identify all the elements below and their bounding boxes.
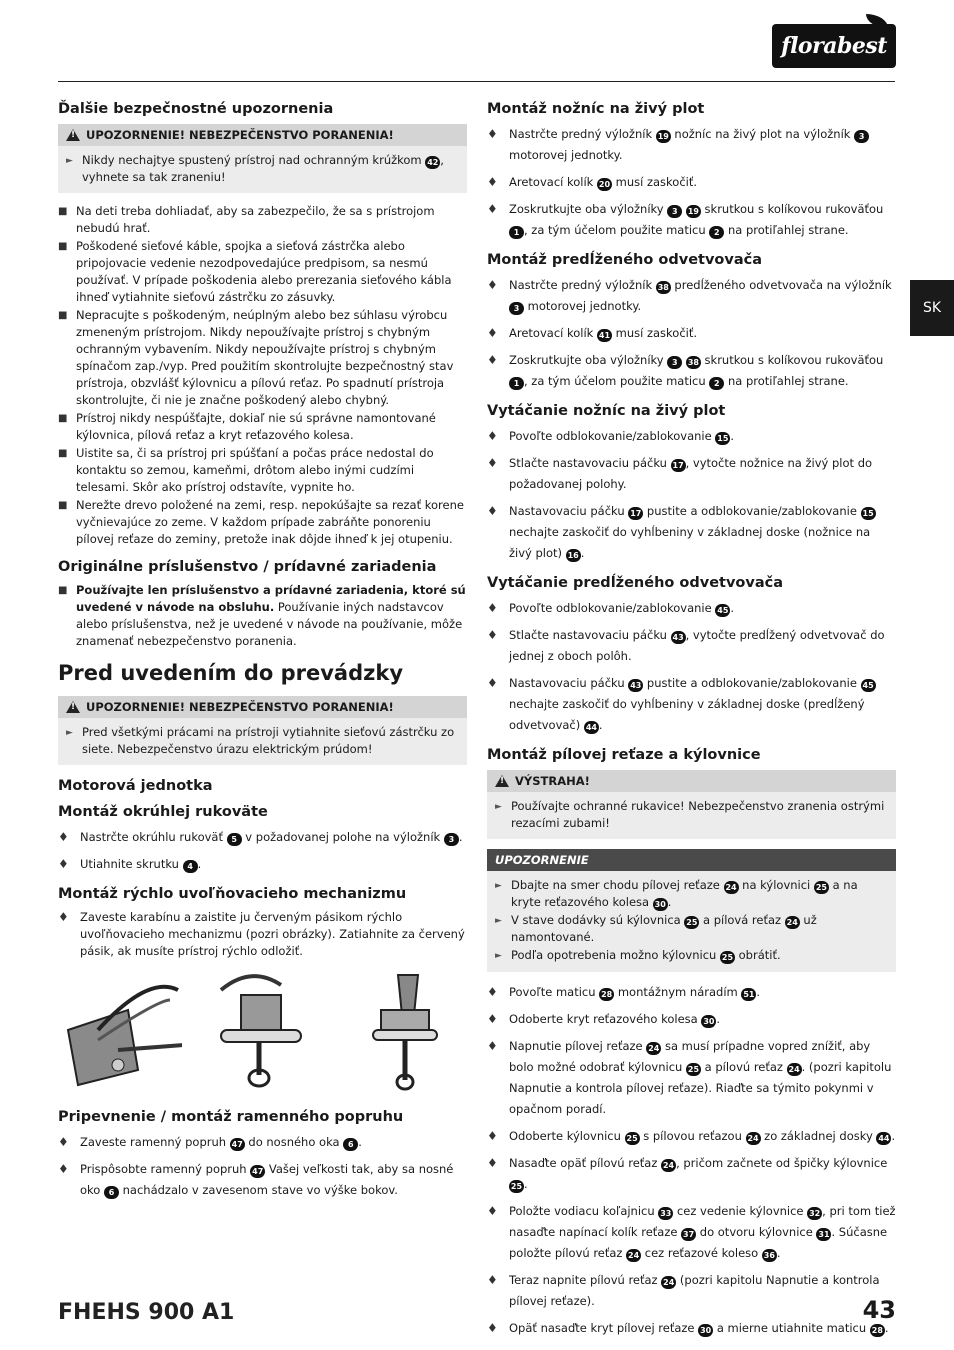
list-item: ♦ Nasaďte opäť pílovú reťaz 24 , pričom začnete od špičky kýlovnice 25 .: [487, 1153, 896, 1195]
list-item: ■ Nerežte drevo položené na zemi, resp. nepokúšajte sa rezať korene vyčnievajúce zo zeme. V každom prípade zabráňte ponoreniu pílovej reťaze do zeminy, pretože inak dôjde ihneď k jej otupeniu.: [58, 498, 464, 546]
chain-steps-list: [487, 982, 896, 1339]
list-item: ♦ Odoberte kryt reťazového kolesa 30 .: [487, 1009, 896, 1030]
warning-body: [58, 146, 467, 193]
list-item: ♦ Nastrčte predný výložník 19 nožníc na živý plot na výložník 3 motorovej jednotky.: [487, 124, 896, 166]
safety-list: [58, 203, 467, 548]
list-item: ♦ Opäť nasaďte kryt pílovej reťaze 30 a mierne utiahnite maticu 28 .: [487, 1318, 896, 1339]
diamond-bullet-icon: ♦: [487, 1204, 498, 1218]
note-body: [487, 871, 896, 972]
diamond-bullet-icon: ♦: [58, 1162, 69, 1176]
warning-body: [58, 718, 467, 765]
list-item: ■ Na deti treba dohliadať, aby sa zabezpečilo, že sa s prístrojom nebudú hrať.: [58, 204, 435, 235]
diamond-bullet-icon: ♦: [487, 278, 498, 292]
header-rule: [58, 81, 895, 82]
section-title: Pripevnenie / montáž ramenného popruhu: [58, 1109, 404, 1125]
diamond-bullet-icon: ♦: [487, 1129, 498, 1143]
list-item: ♦ Povoľte odblokovanie/zablokovanie 15 .: [487, 426, 896, 447]
warning-header: ! UPOZORNENIE! NEBEZPEČENSTVO PORANENIA!: [58, 696, 467, 718]
pruner-rotate-list: [487, 598, 896, 736]
diamond-bullet-icon: ♦: [487, 1273, 498, 1287]
diamond-bullet-icon: ♦: [487, 1321, 498, 1335]
section-title: Vytáčanie predĺženého odvetvovača: [487, 575, 784, 591]
square-bullet-icon: ■: [58, 585, 68, 596]
caution-box: [487, 770, 896, 839]
section-title: Motorová jednotka: [58, 778, 213, 794]
page-number: 43: [862, 1296, 896, 1324]
section-title: Originálne príslušenstvo / prídavné zariadenia: [58, 559, 437, 575]
caution-body: [487, 792, 896, 839]
list-item: ♦ Položte vodiacu koľajnicu 33 cez vedenie kýlovnice 32 , pri tom tiež nasaďte napínací kolík reťaze 37 do otvoru kýlovnice 31 . Súčasne položte pílovú reťaz 24 cez reťazové koleso 36 .: [487, 1201, 896, 1264]
caution-header: ! VÝSTRAHA!: [487, 770, 896, 792]
right-column: [487, 100, 896, 1349]
arrow-icon: ►: [495, 802, 502, 812]
warning-triangle-icon: [66, 701, 80, 713]
arrow-icon: ►: [495, 916, 502, 926]
carabiner-illustration-3: [343, 970, 467, 1092]
diamond-bullet-icon: ♦: [487, 1012, 498, 1026]
diamond-bullet-icon: ♦: [58, 857, 69, 871]
list-item: ♦ Povoľte maticu 28 montážnym náradím 51 .: [487, 982, 896, 1003]
release-list: [58, 909, 467, 960]
leaf-icon: [866, 14, 888, 28]
list-item: ♦ Povoľte odblokovanie/zablokovanie 45 .: [487, 598, 896, 619]
square-bullet-icon: ■: [58, 500, 68, 511]
diamond-bullet-icon: ♦: [58, 1135, 69, 1149]
chapter-title: Pred uvedením do prevádzky: [58, 661, 404, 685]
list-item: ■ Nepracujte s poškodeným, neúplným alebo bez súhlasu výrobcu zmeneným prístrojom. Nikdy nepoužívajte prístroj s chybným ochranným vybavením. Nikdy nepoužívajte prístroj s chybným spínačom zap./vyp. Pred použitím skontrolujte bezpečnostný stav prístroja, obzvlášť kýlovnicu a pílovú reťaz. Po spadnutí prístroja skontrolujte, či nie je značne poškodený alebo chybný.: [58, 308, 454, 407]
list-item: ♦ Aretovací kolík 41 musí zaskočiť.: [487, 323, 896, 344]
list-item: ♦ Napnutie pílovej reťaze 24 sa musí prípadne vopred znížiť, aby bolo možné odobrať kýlovnicu 25 a pílovú reťaz 24 . (pozri kapitolu Napnutie a kontrola pílovej reťaze). Riaďte sa týmito pokynmi v opačnom poradí.: [487, 1036, 896, 1120]
list-item: ♦ Zaveste ramenný popruh 47 do nosného oka 6 .: [58, 1132, 467, 1153]
list-item: ♦ Stlačte nastavovaciu páčku 17 , vytočte nožnice na živý plot do požadovanej polohy.: [487, 453, 896, 495]
list-item: ■ Používajte len príslušenstvo a prídavné zariadenia, ktoré sú uvedené v návode na obsluhu. Používanie iných nadstavcov alebo príslušenstva, než je uvedené v návode na používanie, môže znamenať nebezpečenstvo poranenia.: [58, 583, 466, 648]
section-title: Vytáčanie nožníc na živý plot: [487, 403, 726, 419]
brand-name: florabest: [781, 33, 887, 59]
arrow-icon: ►: [66, 728, 73, 738]
language-tab: SK: [910, 280, 954, 336]
section-title: Ďalšie bezpečnostné upozornenia: [58, 101, 334, 117]
warning-triangle-icon: [66, 129, 80, 141]
note-item: ► Dbajte na smer chodu pílovej reťaze 24 na kýlovnici 25 a na kryte reťazového kolesa 30 .: [495, 878, 858, 909]
warning-header: ! UPOZORNENIE! NEBEZPEČENSTVO PORANENIA!: [58, 124, 467, 146]
square-bullet-icon: ■: [58, 241, 68, 252]
note-box: [487, 849, 896, 972]
diamond-bullet-icon: ♦: [487, 127, 498, 141]
ref-number: 42: [427, 158, 439, 167]
diamond-bullet-icon: ♦: [487, 456, 498, 470]
note-header: UPOZORNENIE: [487, 849, 896, 871]
accessories-list: [58, 582, 467, 650]
diamond-bullet-icon: ♦: [487, 353, 498, 367]
carabiner-illustration-2: [201, 970, 325, 1092]
handle-list: [58, 827, 467, 875]
list-item: ♦ Zoskrutkujte oba výložníky 3 19 skrutkou s kolíkovou rukoväťou 1 , za tým účelom použite maticu 2 na protiľahlej strane.: [487, 199, 896, 241]
diamond-bullet-icon: ♦: [487, 1039, 498, 1053]
arrow-icon: ►: [495, 881, 502, 891]
list-item: ♦ Utiahnite skrutku 4 .: [58, 854, 467, 875]
list-item: ■ Uistite sa, či sa prístroj pri spúšťaní a počas práce nedostal do kontaktu so zemou, kameňmi, drôtom alebo inými cudzími telesami. Skôr ako prístroj odstavíte, vypnite ho.: [58, 446, 434, 494]
list-item: ♦ Odoberte kýlovnicu 25 s pílovou reťazou 24 zo základnej dosky 44 .: [487, 1126, 896, 1147]
square-bullet-icon: ■: [58, 413, 68, 424]
warning-item: ► Používajte ochranné rukavice! Nebezpečenstvo zranenia ostrými rezacími zubami!: [495, 799, 885, 830]
warning-item: ► Nikdy nechajtye spustený prístroj nad ochranným krúžkom 42 , vyhnete sa tak zraneniu!: [66, 153, 444, 184]
section-title: Montáž predĺženého odvetvovača: [487, 252, 762, 268]
square-bullet-icon: ■: [58, 448, 68, 459]
list-item: ♦ Nastrčte predný výložník 38 predĺženého odvetvovača na výložník 3 motorovej jednotky.: [487, 275, 896, 317]
list-item: ♦ Nastavovaciu páčku 17 pustite a odblokovanie/zablokovanie 15 nechajte zaskočiť do vyhĺbeniny v základnej doske (nožnice na živý plot) 16 .: [487, 501, 896, 564]
list-item: ♦ Teraz napnite pílovú reťaz 24 (pozri kapitolu Napnutie a kontrola pílovej reťaze).: [487, 1270, 896, 1312]
square-bullet-icon: ■: [58, 206, 68, 217]
diamond-bullet-icon: ♦: [487, 985, 498, 999]
hedge-mount-list: [487, 124, 896, 241]
note-item: ► V stave dodávky sú kýlovnica 25 a pílová reťaz 24 už namontované.: [495, 913, 817, 944]
hedge-rotate-list: [487, 426, 896, 564]
diamond-bullet-icon: ♦: [487, 1156, 498, 1170]
note-item: ► Podľa opotrebenia možno kýlovnicu 25 obrátiť.: [495, 947, 888, 965]
illustration-row: [58, 970, 467, 1092]
diamond-bullet-icon: ♦: [487, 175, 498, 189]
diamond-bullet-icon: ♦: [487, 628, 498, 642]
warning-box: [58, 124, 467, 193]
list-item: ■ Poškodené sieťové káble, spojka a sieťová zástrčka alebo pripojovacie vedenie nezodpovedajúce predpisom, sa nesmú používať. V prípade poškodenia alebo prerezania sieťového kábla ihneď vytiahnite sieťovú zástrčku zo zásuvky.: [58, 239, 452, 304]
list-item: ♦ Zoskrutkujte oba výložníky 3 38 skrutkou s kolíkovou rukoväťou 1 , za tým účelom použite maticu 2 na protiľahlej strane.: [487, 350, 896, 392]
carabiner-illustration-1: [58, 970, 182, 1092]
diamond-bullet-icon: ♦: [487, 202, 498, 216]
list-item: ♦ Stlačte nastavovaciu páčku 43 , vytočte predĺžený odvetvovač do jednej z oboch polôh.: [487, 625, 896, 667]
arrow-icon: ►: [495, 951, 502, 961]
square-bullet-icon: ■: [58, 310, 68, 321]
section-title: Montáž rýchlo uvoľňovacieho mechanizmu: [58, 886, 407, 902]
section-title: Montáž pílovej reťaze a kýlovnice: [487, 747, 761, 763]
diamond-bullet-icon: ♦: [58, 830, 69, 844]
brand-logo: [772, 24, 896, 68]
warning-triangle-icon: [495, 775, 509, 787]
diamond-bullet-icon: ♦: [487, 429, 498, 443]
section-title: Montáž okrúhlej rukoväte: [58, 804, 268, 820]
model-number: FHEHS 900 A1: [58, 1300, 235, 1325]
list-item: ♦ Nastrčte okrúhlu rukoväť 5 v požadovanej polohe na výložník 3 .: [58, 827, 467, 848]
list-item: ♦ Aretovací kolík 20 musí zaskočiť.: [487, 172, 896, 193]
diamond-bullet-icon: ♦: [58, 910, 69, 924]
diamond-bullet-icon: ♦: [487, 326, 498, 340]
diamond-bullet-icon: ♦: [487, 676, 498, 690]
list-item: ♦ Prispôsobte ramenný popruh 47 Vašej veľkosti tak, aby sa nosné oko 6 nachádzalo v zavesenom stave vo výške bokov.: [58, 1159, 467, 1201]
pruner-mount-list: [487, 275, 896, 392]
list-item: ♦ Nastavovaciu páčku 43 pustite a odblokovanie/zablokovanie 45 nechajte zaskočiť do vyhĺbeniny v základnej doske (predĺžený odvetvovač) 44 .: [487, 673, 896, 736]
left-column: [58, 100, 467, 1211]
warning-item: ► Pred všetkými prácami na prístroji vytiahnite sieťovú zástrčku zo siete. Nebezpečenstvo úrazu elektrickým prúdom!: [66, 725, 455, 756]
list-item: ■ Prístroj nikdy nespúšťajte, dokiaľ nie sú správne namontované kýlovnica, pílová reťaz a kryt reťazového kolesa.: [58, 411, 436, 442]
diamond-bullet-icon: ♦: [487, 601, 498, 615]
strap-list: [58, 1132, 467, 1201]
diamond-bullet-icon: ♦: [487, 504, 498, 518]
section-title: Montáž nožníc na živý plot: [487, 101, 705, 117]
arrow-icon: ►: [66, 156, 73, 166]
list-item: ♦ Zaveste karabínu a zaistite ju červeným pásikom rýchlo uvoľňovacieho mechanizmu (pozri obrázky). Zatiahnite za červený pásik, ak musíte prístroj rýchlo odložiť.: [58, 910, 465, 958]
warning-box: [58, 696, 467, 765]
